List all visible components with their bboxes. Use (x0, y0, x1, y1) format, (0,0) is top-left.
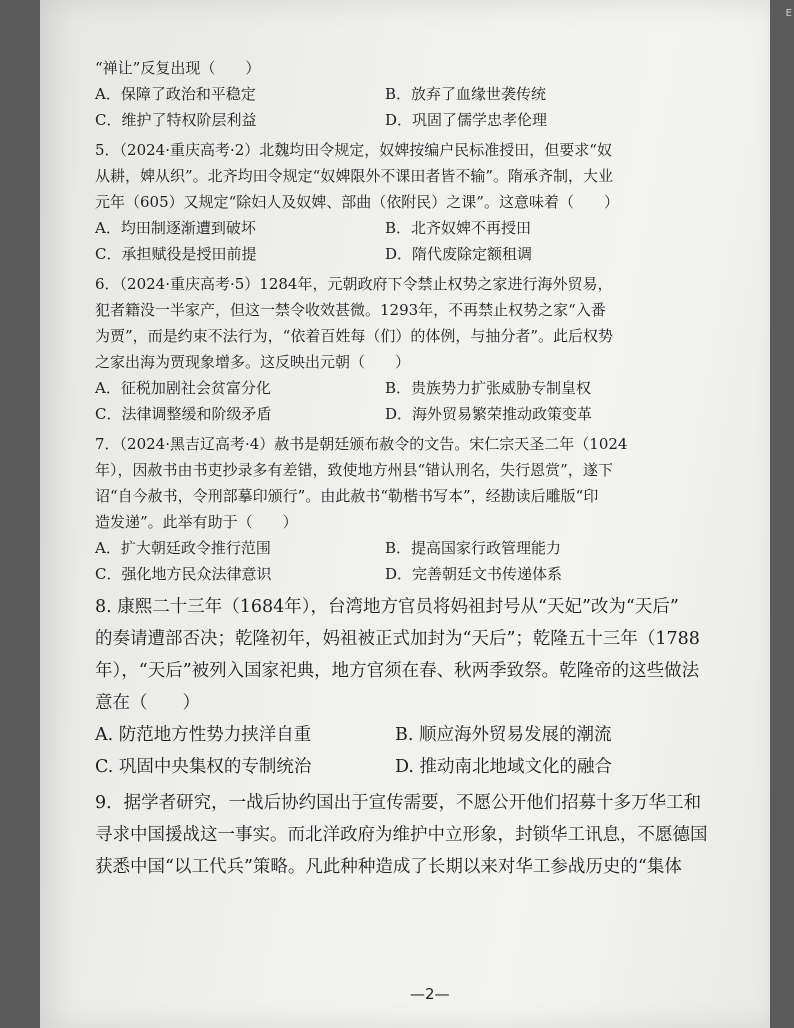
question-4-option-b: B．放弃了血缘世袭传统 (385, 85, 547, 103)
question-list (95, 55, 735, 883)
question-4-stem: “禅让”反复出现（ ） (95, 59, 261, 77)
question-7 (95, 431, 735, 587)
question-7-option-c: C．强化地方民众法律意识 (95, 565, 272, 583)
question-5-option-a: A．均田制逐渐遭到破坏 (95, 219, 256, 237)
question-5-option-c: C．承担赋役是授田前提 (95, 245, 257, 263)
question-8-option-b: B. 顺应海外贸易发展的潮流 (395, 725, 612, 745)
question-5-stem-line: 元年（605）又规定“除妇人及奴婢、部曲（依附民）之课”。这意味着（ ） (95, 193, 619, 211)
question-8-stem-line: 8. 康熙二十三年（1684年），台湾地方官员将妈祖封号从“天妃”改为“天后” (95, 597, 679, 617)
question-8-stem-line: 的奏请遭部否决；乾隆初年，妈祖被正式加封为“天后”；乾隆五十三年（1788 (95, 629, 700, 649)
question-6-option-d: D．海外贸易繁荣推动政策变革 (385, 405, 593, 423)
question-7-stem-line: 7．（2024·黑吉辽高考·4）赦书是朝廷颁布赦令的文告。宋仁宗天圣二年（1024 (95, 435, 628, 453)
question-6-stem-line: 之家出海为贾现象增多。这反映出元朝（ ） (95, 353, 411, 371)
question-6-option-b: B．贵族势力扩张威胁专制皇权 (385, 379, 592, 397)
question-6-option-c: C．法律调整缓和阶级矛盾 (95, 405, 272, 423)
question-4-option-a: A．保障了政治和平稳定 (95, 85, 256, 103)
question-7-stem-line: 造发递”。此举有助于（ ） (95, 513, 298, 531)
question-5-stem-line: 从耕，婢从织”。北齐均田令规定“奴婢限外不课田者皆不输”。隋承齐制，大业 (95, 167, 614, 185)
question-4 (95, 55, 735, 133)
question-6-stem-line: 犯者籍没一半家产，但这一禁令收效甚微。1293年，不再禁止权势之家“入番 (95, 301, 606, 319)
question-9-stem-line: 9．据学者研究，一战后协约国出于宣传需要，不愿公开他们招募十多万华工和 (95, 793, 702, 813)
question-4-option-d: D．巩固了儒学忠孝伦理 (385, 111, 548, 129)
question-6 (95, 271, 735, 427)
question-8-option-d: D. 推动南北地域文化的融合 (395, 757, 613, 777)
question-6-stem-line: 6．（2024·重庆高考·5）1284年，元朝政府下令禁止权势之家进行海外贸易， (95, 275, 613, 293)
question-8-stem-line: 意在（ ） (95, 693, 200, 713)
question-8-stem-line: 年），“天后”被列入国家祀典，地方官须在春、秋两季致祭。乾隆帝的这些做法 (95, 661, 700, 681)
question-7-option-b: B．提高国家行政管理能力 (385, 539, 562, 557)
question-6-option-a: A．征税加剧社会贫富分化 (95, 379, 271, 397)
page-number: —2— (410, 985, 450, 1003)
question-7-stem-line: 年），因赦书由书吏抄录多有差错，致使地方州县“错认刑名，失行恩赏”，遂下 (95, 461, 613, 479)
question-5 (95, 137, 735, 267)
question-5-option-d: D．隋代废除定额租调 (385, 245, 533, 263)
question-6-stem-line: 为贾”，而是约束不法行为，“依着百姓每（们）的体例，与抽分者”。此后权势 (95, 327, 614, 345)
question-8-option-a: A. 防范地方性势力挟洋自重 (95, 725, 312, 745)
question-8 (95, 591, 735, 783)
question-9 (95, 787, 735, 883)
question-9-stem-line: 寻求中国援战这一事实。而北洋政府为维护中立形象，封锁华工讯息，不愿德国 (95, 825, 708, 845)
question-7-option-d: D．完善朝廷文书传递体系 (385, 565, 563, 583)
question-7-option-a: A．扩大朝廷政令推行范围 (95, 539, 271, 557)
question-7-stem-line: 诏“自今赦书，令刑部摹印颁行”。由此赦书“勒楷书写本”，经勘读后雕版“印 (95, 487, 599, 505)
corner-tag: E (785, 8, 792, 19)
question-5-stem-line: 5．（2024·重庆高考·2）北魏均田令规定，奴婢按编户民标准授田，但要求“奴 (95, 141, 612, 159)
question-4-option-c: C．维护了特权阶层利益 (95, 111, 257, 129)
question-9-stem-line: 获悉中国“以工代兵”策略。凡此种种造成了长期以来对华工参战历史的“集体 (95, 857, 682, 877)
question-8-option-c: C. 巩固中央集权的专制统治 (95, 757, 312, 777)
question-5-option-b: B．北齐奴婢不再授田 (385, 219, 532, 237)
